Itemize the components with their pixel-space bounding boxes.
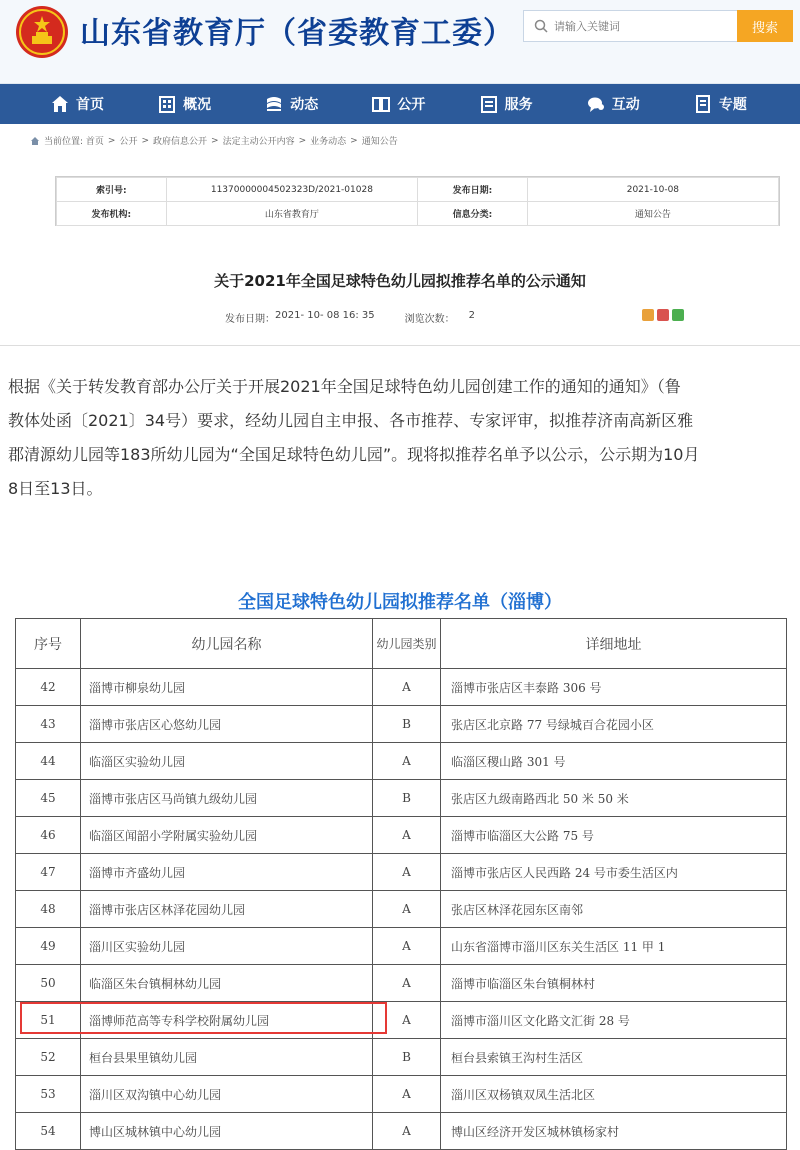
share-weibo-icon[interactable] bbox=[657, 309, 669, 321]
meta-index-value: 11370000004502323D/2021-01028 bbox=[166, 178, 418, 202]
row-address: 淄博市临淄区朱台镇桐林村 bbox=[441, 965, 787, 1002]
row-num: 45 bbox=[16, 780, 81, 817]
body-line: 郡清源幼儿园等183所幼儿园为“全国足球特色幼儿园”。现将拟推荐名单予以公示，公示期为10月 bbox=[8, 445, 700, 464]
meta-date-value: 2021-10-08 bbox=[527, 178, 778, 202]
nav-item-news[interactable] bbox=[264, 84, 371, 124]
breadcrumb-item[interactable]: 法定主动公开内容 bbox=[222, 137, 295, 147]
table-row bbox=[16, 1002, 787, 1039]
row-address: 临淄区稷山路 301 号 bbox=[441, 743, 787, 780]
row-num: 53 bbox=[16, 1076, 81, 1113]
breadcrumb-item[interactable]: 公开 bbox=[119, 137, 138, 147]
row-address: 张店区九级南路西北 50 米 50 米 bbox=[441, 780, 787, 817]
main-nav bbox=[0, 84, 800, 124]
nav-label: 专题 bbox=[718, 97, 747, 113]
row-name: 淄博市张店区心悠幼儿园 bbox=[81, 706, 373, 743]
row-num: 47 bbox=[16, 854, 81, 891]
meta-label: 信息分类: bbox=[418, 202, 528, 226]
row-name: 临淄区实验幼儿园 bbox=[81, 743, 373, 780]
row-address: 张店区北京路 77 号绿城百合花园小区 bbox=[441, 706, 787, 743]
search-icon bbox=[534, 19, 548, 33]
row-num: 48 bbox=[16, 891, 81, 928]
search-input[interactable] bbox=[554, 11, 734, 41]
list-title: 全国足球特色幼儿园拟推荐名单（淄博） bbox=[238, 592, 562, 613]
row-name: 淄博市张店区林泽花园幼儿园 bbox=[81, 891, 373, 928]
nav-label: 动态 bbox=[290, 97, 319, 113]
row-address: 淄博市张店区人民西路 24 号市委生活区内 bbox=[441, 854, 787, 891]
nav-item-topic[interactable] bbox=[693, 84, 800, 124]
row-num: 54 bbox=[16, 1113, 81, 1150]
row-num: 49 bbox=[16, 928, 81, 965]
row-address: 淄博市淄川区文化路文汇街 28 号 bbox=[441, 1002, 787, 1039]
row-name: 桓台县果里镇幼儿园 bbox=[81, 1039, 373, 1076]
row-name: 临淄区朱台镇桐林幼儿园 bbox=[81, 965, 373, 1002]
divider bbox=[0, 345, 800, 346]
row-num: 42 bbox=[16, 669, 81, 706]
table-row bbox=[16, 669, 787, 706]
body-line: 8日至13日。 bbox=[8, 479, 103, 498]
row-type: B bbox=[373, 706, 441, 743]
row-name: 淄川区双沟镇中心幼儿园 bbox=[81, 1076, 373, 1113]
row-address: 淄博市临淄区大公路 75 号 bbox=[441, 817, 787, 854]
header-num: 序号 bbox=[16, 619, 81, 669]
nav-label: 公开 bbox=[397, 97, 426, 113]
row-type: A bbox=[373, 854, 441, 891]
row-num: 52 bbox=[16, 1039, 81, 1076]
chat-icon bbox=[586, 94, 606, 114]
building-icon bbox=[157, 94, 177, 114]
table-row bbox=[16, 1039, 787, 1076]
row-name: 博山区城林镇中心幼儿园 bbox=[81, 1113, 373, 1150]
table-row bbox=[16, 854, 787, 891]
meta-category-value: 通知公告 bbox=[527, 202, 778, 226]
table-row bbox=[16, 1113, 787, 1150]
row-address: 山东省淄博市淄川区东关生活区 11 甲 1 bbox=[441, 928, 787, 965]
body-line: 根据《关于转发教育部办公厅关于开展2021年全国足球特色幼儿园创建工作的通知的通知》（鲁 bbox=[8, 377, 681, 396]
home-icon bbox=[50, 94, 70, 114]
views-label: 浏览次数： bbox=[404, 314, 455, 325]
publish-value: 2021- 10- 08 16: 35 bbox=[275, 310, 375, 321]
table-row bbox=[16, 817, 787, 854]
article-info bbox=[225, 310, 475, 325]
meta-label: 发布机构: bbox=[57, 202, 167, 226]
row-address: 博山区经济开发区城林镇杨家村 bbox=[441, 1113, 787, 1150]
row-type: B bbox=[373, 780, 441, 817]
row-type: A bbox=[373, 743, 441, 780]
breadcrumb-item[interactable]: 当前位置: 首页 bbox=[44, 137, 104, 147]
breadcrumb-item[interactable]: 政府信息公开 bbox=[153, 137, 208, 147]
breadcrumb: 当前位置: 首页 > 公开 > 政府信息公开 > 法定主动公开内容 > 业务动态 > 通知公告 bbox=[30, 134, 402, 147]
row-type: A bbox=[373, 891, 441, 928]
nav-item-service[interactable] bbox=[479, 84, 586, 124]
table-row bbox=[16, 780, 787, 817]
nav-label: 互动 bbox=[611, 97, 640, 113]
body-line: 教体处函〔2021〕34号）要求，经幼儿园自主申报、各市推荐、专家评审，拟推荐济南高新区雅 bbox=[8, 411, 694, 430]
home-icon bbox=[30, 136, 40, 146]
share-icons bbox=[642, 309, 684, 321]
news-icon bbox=[264, 94, 284, 114]
row-address: 桓台县索镇王沟村生活区 bbox=[441, 1039, 787, 1076]
search-button[interactable]: 搜索 bbox=[737, 10, 793, 42]
site-header bbox=[0, 0, 800, 84]
list-body bbox=[16, 669, 787, 1150]
service-icon bbox=[479, 94, 499, 114]
row-type: A bbox=[373, 669, 441, 706]
search-box[interactable] bbox=[523, 10, 737, 42]
breadcrumb-item[interactable]: 通知公告 bbox=[361, 137, 398, 147]
row-type: A bbox=[373, 817, 441, 854]
row-type: A bbox=[373, 1002, 441, 1039]
article-title: 关于2021年全国足球特色幼儿园拟推荐名单的公示通知 bbox=[214, 272, 586, 290]
header-type: 幼儿园类别 bbox=[373, 619, 441, 669]
table-row bbox=[16, 706, 787, 743]
row-address: 淄博市张店区丰泰路 306 号 bbox=[441, 669, 787, 706]
table-row bbox=[16, 928, 787, 965]
row-type: B bbox=[373, 1039, 441, 1076]
meta-label: 发布日期: bbox=[418, 178, 528, 202]
publish-label: 发布日期： bbox=[225, 314, 275, 325]
row-type: A bbox=[373, 965, 441, 1002]
nav-item-interact[interactable] bbox=[586, 84, 693, 124]
article-body bbox=[8, 370, 790, 506]
meta-org-value: 山东省教育厅 bbox=[166, 202, 418, 226]
row-num: 46 bbox=[16, 817, 81, 854]
meta-label: 索引号: bbox=[57, 178, 167, 202]
row-name: 临淄区闻韶小学附属实验幼儿园 bbox=[81, 817, 373, 854]
nav-item-open[interactable] bbox=[371, 84, 478, 124]
row-num: 51 bbox=[16, 1002, 81, 1039]
book-icon bbox=[371, 94, 391, 114]
row-num: 44 bbox=[16, 743, 81, 780]
national-emblem-icon[interactable] bbox=[14, 4, 70, 60]
table-row bbox=[16, 891, 787, 928]
kindergarten-list bbox=[15, 618, 787, 1150]
nav-item-home[interactable] bbox=[50, 84, 157, 124]
nav-label: 概况 bbox=[183, 97, 212, 113]
nav-label: 首页 bbox=[76, 97, 104, 113]
views-value: 2 bbox=[468, 310, 476, 321]
row-name: 淄博市柳泉幼儿园 bbox=[81, 669, 373, 706]
row-address: 张店区林泽花园东区南邻 bbox=[441, 891, 787, 928]
row-num: 50 bbox=[16, 965, 81, 1002]
row-type: A bbox=[373, 1076, 441, 1113]
row-address: 淄川区双杨镇双凤生活北区 bbox=[441, 1076, 787, 1113]
row-type: A bbox=[373, 928, 441, 965]
table-row bbox=[16, 965, 787, 1002]
header-name: 幼儿园名称 bbox=[81, 619, 373, 669]
row-name: 淄博师范高等专科学校附属幼儿园 bbox=[81, 1002, 373, 1039]
breadcrumb-item[interactable]: 业务动态 bbox=[310, 137, 347, 147]
nav-label: 服务 bbox=[504, 97, 533, 113]
share-qzone-icon[interactable] bbox=[642, 309, 654, 321]
row-name: 淄博市齐盛幼儿园 bbox=[81, 854, 373, 891]
share-wechat-icon[interactable] bbox=[672, 309, 684, 321]
table-row bbox=[16, 743, 787, 780]
topic-icon bbox=[693, 94, 713, 114]
row-num: 43 bbox=[16, 706, 81, 743]
row-name: 淄川区实验幼儿园 bbox=[81, 928, 373, 965]
row-name: 淄博市张店区马尚镇九级幼儿园 bbox=[81, 780, 373, 817]
site-title[interactable]: 山东省教育厅（省委教育工委） bbox=[80, 16, 514, 51]
meta-info-table bbox=[55, 176, 780, 226]
nav-item-overview[interactable] bbox=[157, 84, 264, 124]
header-addr: 详细地址 bbox=[441, 619, 787, 669]
row-type: A bbox=[373, 1113, 441, 1150]
table-row bbox=[16, 1076, 787, 1113]
